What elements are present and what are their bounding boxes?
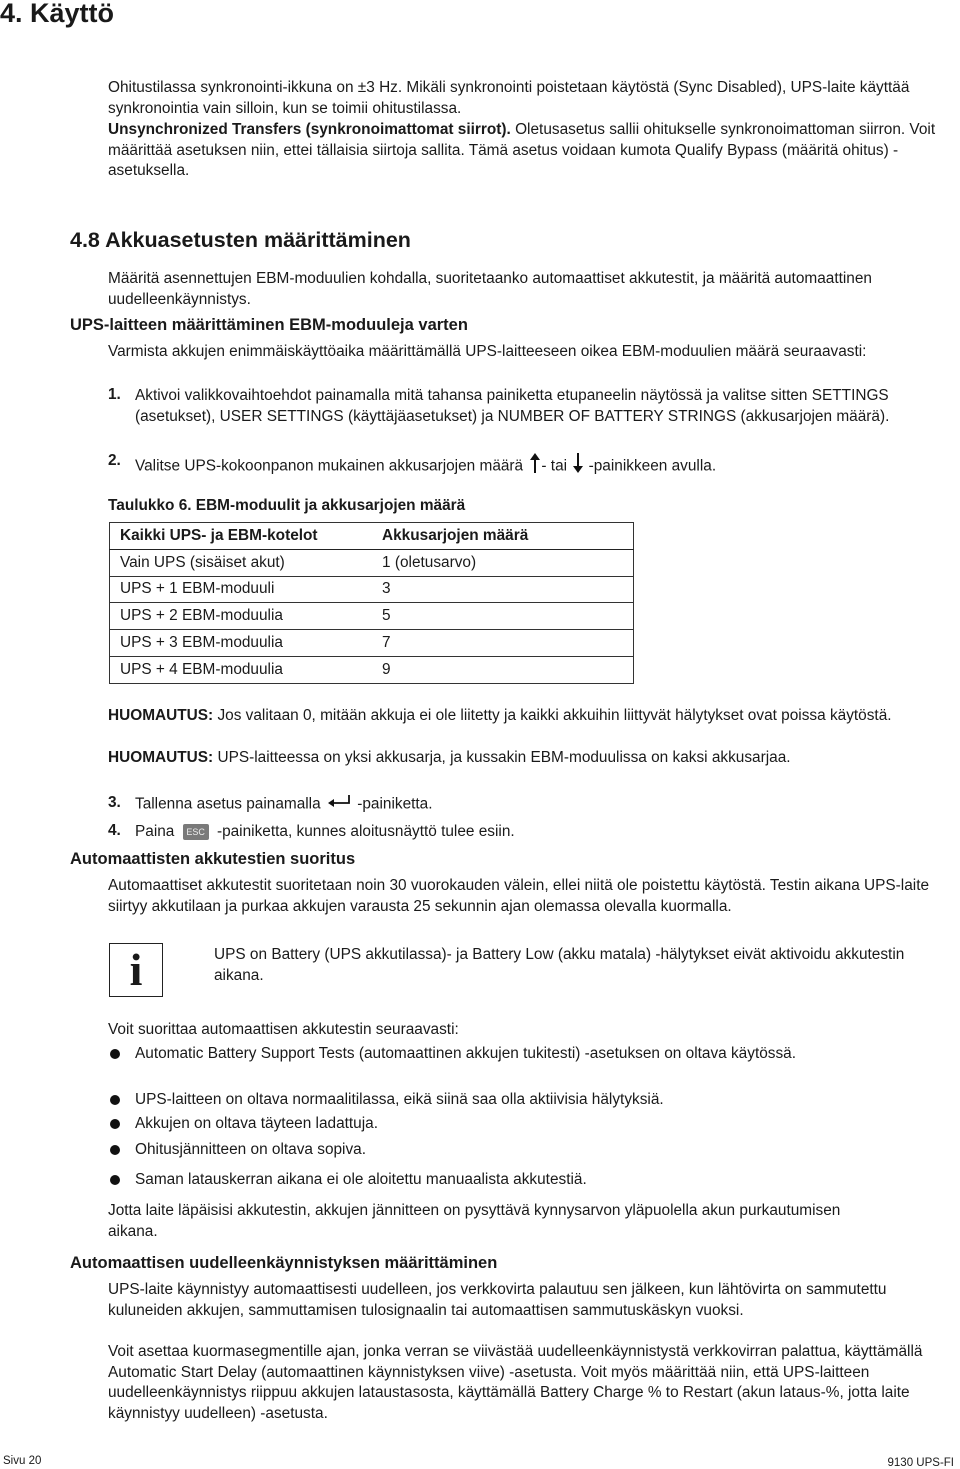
intro-paragraph-2-text: Oletusasetus sallii ohitukselle synkronoimattoman siirron. Voit määrittää asetuksen niin, ettei tällaisia siirtoja sallita. Tämä asetus voidaan kumota Qualify Bypass (määritä ohitus) -asetuksella. [108,121,936,180]
table-cell: UPS + 2 EBM-moduulia [110,603,373,630]
step-4-text [135,822,940,843]
info-text: UPS on Battery (UPS akkutilassa)- ja Battery Low (akku matala) -hälytykset eivät aktivoidu akkutestin aikana. [214,946,905,984]
step-2-number: 2. [108,452,121,469]
note-2-text: UPS-laitteessa on yksi akkusarja, ja kussakin EBM-moduulissa on kaksi akkusarjaa. [213,749,791,766]
table-cell: UPS + 3 EBM-moduulia [110,630,373,657]
table-header-cell: Akkusarjojen määrä [372,523,634,550]
table-cell: Vain UPS (sisäiset akut) [110,549,373,576]
auto-restart-paragraph-1: UPS-laite käynnistyy automaattisesti uudelleen, jos verkkovirta palautuu sen jälkeen, kun lähtövirta on sammutettu kuluneiden akkujen, sammuttamisen tulosignaalin tai automaattisen sammutuskäskyn vuoksi. [108,1281,887,1319]
intro-paragraph-2 [108,120,938,182]
table-cell: UPS + 4 EBM-moduulia [110,656,373,683]
step-3-text-b: -painiketta. [357,795,433,813]
bullet-item: UPS-laitteen on oltava normaalitilassa, eikä siinä saa olla aktiivisia hälytyksiä. [135,1091,664,1108]
step-1-text: Aktivoi valikkovaihtoehdot painamalla mitä tahansa painiketta etupaneelin näytössä ja valitse sitten SETTINGS (asetukset), USER SETTINGS (käyttäjäasetukset) ja NUMBER OF BATTERY STRINGS (akkusarjojen määrä). [135,387,890,425]
chapter-title: 4. Käyttö [0,0,115,28]
table-caption: Taulukko 6. EBM-moduulit ja akkusarjojen määrä [108,497,466,514]
info-icon [109,943,163,997]
note-2 [108,748,938,769]
step-1-number: 1. [108,386,121,403]
note-1-text: Jos valitaan 0, mitään akkuja ei ole liitetty ja kaikki akkuihin liittyvät hälytykset ovat poissa käytöstä. [213,707,892,724]
bullet-item: Akkujen on oltava täyteen ladattuja. [135,1115,378,1132]
ebm-config-intro: Varmista akkujen enimmäiskäyttöaika määrittämällä UPS-laitteeseen oikea EBM-moduulien määrä seuraavasti: [108,343,867,360]
bullet-icon [110,1119,120,1129]
arrow-up-icon [529,452,541,481]
bullet-icon [110,1175,120,1185]
intro-paragraph-2-bold: Unsynchronized Transfers (synkronoimattomat siirrot). [108,121,511,138]
table-row [110,656,634,683]
table-cell: 9 [372,656,634,683]
bullet-item: Automatic Battery Support Tests (automaattinen akkujen tukitesti) -asetuksen on oltava käytössä. [135,1045,796,1062]
bullet-icon [110,1145,120,1155]
doc-id: 9130 UPS-FI [887,1457,954,1469]
list-intro: Voit suorittaa automaattisen akkutestin seuraavasti: [108,1021,459,1038]
note-1 [108,706,938,727]
intro-paragraph-1: Ohitustilassa synkronointi-ikkuna on ±3 Hz. Mikäli synkronointi poistetaan käytöstä (Sync Disabled), UPS-laite käyttää synkronointia vain silloin, kun se toimii ohitustilassa. [108,79,910,117]
step-2-text-c: -painikkeen avulla. [588,457,717,475]
table-cell: 5 [372,603,634,630]
table-cell: 7 [372,630,634,657]
note-2-label: HUOMAUTUS: [108,749,214,766]
enter-icon [327,794,351,815]
auto-test-paragraph: Automaattiset akkutestit suoritetaan noin 30 vuorokauden välein, ellei niitä ole poistettu käytöstä. Testin aikana UPS-laite siirtyy akkutilaan ja purkaa akkujen varausta 25 sekunnin ajan olemassa olevalla kuormalla. [108,877,930,915]
table-row [110,603,634,630]
ebm-table [109,522,634,684]
step-3-text [135,794,940,815]
step-2-text [135,452,940,481]
auto-test-heading: Automaattisten akkutestien suoritus [70,850,356,868]
step-3-text-a: Tallenna asetus painamalla [135,795,321,813]
step-2-text-a: Valitse UPS-kokoonpanon mukainen akkusarjojen määrä [135,457,524,475]
page-number: Sivu 20 [3,1455,42,1467]
table-row [110,576,634,603]
bullet-icon [110,1095,120,1105]
esc-key-icon: ESC [183,824,209,840]
auto-restart-heading: Automaattisen uudelleenkäynnistyksen määrittäminen [70,1254,498,1272]
ebm-config-heading: UPS-laitteen määrittäminen EBM-moduuleja varten [70,316,468,334]
step-4-number: 4. [108,822,121,839]
bullet-item: Ohitusjännitteen on oltava sopiva. [135,1141,367,1158]
table-row [110,630,634,657]
table-row [110,549,634,576]
section-title: 4.8 Akkuasetusten määrittäminen [70,228,411,252]
bullet-item: Saman latauskerran aikana ei ole aloitettu manuaalista akkutestiä. [135,1171,587,1188]
table-cell: UPS + 1 EBM-moduuli [110,576,373,603]
auto-test-closing: Jotta laite läpäisisi akkutestin, akkujen jännitteen on pysyttävä kynnysarvon yläpuolella akun purkautumisen aikana. [108,1202,841,1240]
section-intro: Määritä asennettujen EBM-moduulien kohdalla, suoritetaanko automaattiset akkutestit, ja määritä automaattinen uudelleenkäynnistys. [108,270,872,308]
table-header-row [110,523,634,550]
bullet-icon [110,1049,120,1059]
step-4-text-a: Paina [135,823,175,840]
step-3-number: 3. [108,794,121,811]
table-header-cell: Kaikki UPS- ja EBM-kotelot [110,523,373,550]
table-cell: 3 [372,576,634,603]
step-2-text-b: - tai [541,457,568,475]
table-cell: 1 (oletusarvo) [372,549,634,576]
note-1-label: HUOMAUTUS: [108,707,214,724]
arrow-down-icon [572,452,584,481]
auto-restart-paragraph-2: Voit asettaa kuormasegmentille ajan, jonka verran se viivästää uudelleenkäynnistystä verkkovirran palattua, käyttämällä Automatic Start Delay (automaattinen käynnistyksen viive) -asetusta. Voit myös määrittää niin, että UPS-laitteen uudelleenkäynnistys riippuu akkujen lataustasosta, käyttämällä Battery Charge % to Restart (akun lataus-%, jotta laite käynnistyy uudelleen) -asetusta. [108,1343,923,1423]
info-icon-letter: i [129,944,143,995]
step-4-text-b: -painiketta, kunnes aloitusnäyttö tulee esiin. [216,823,515,840]
